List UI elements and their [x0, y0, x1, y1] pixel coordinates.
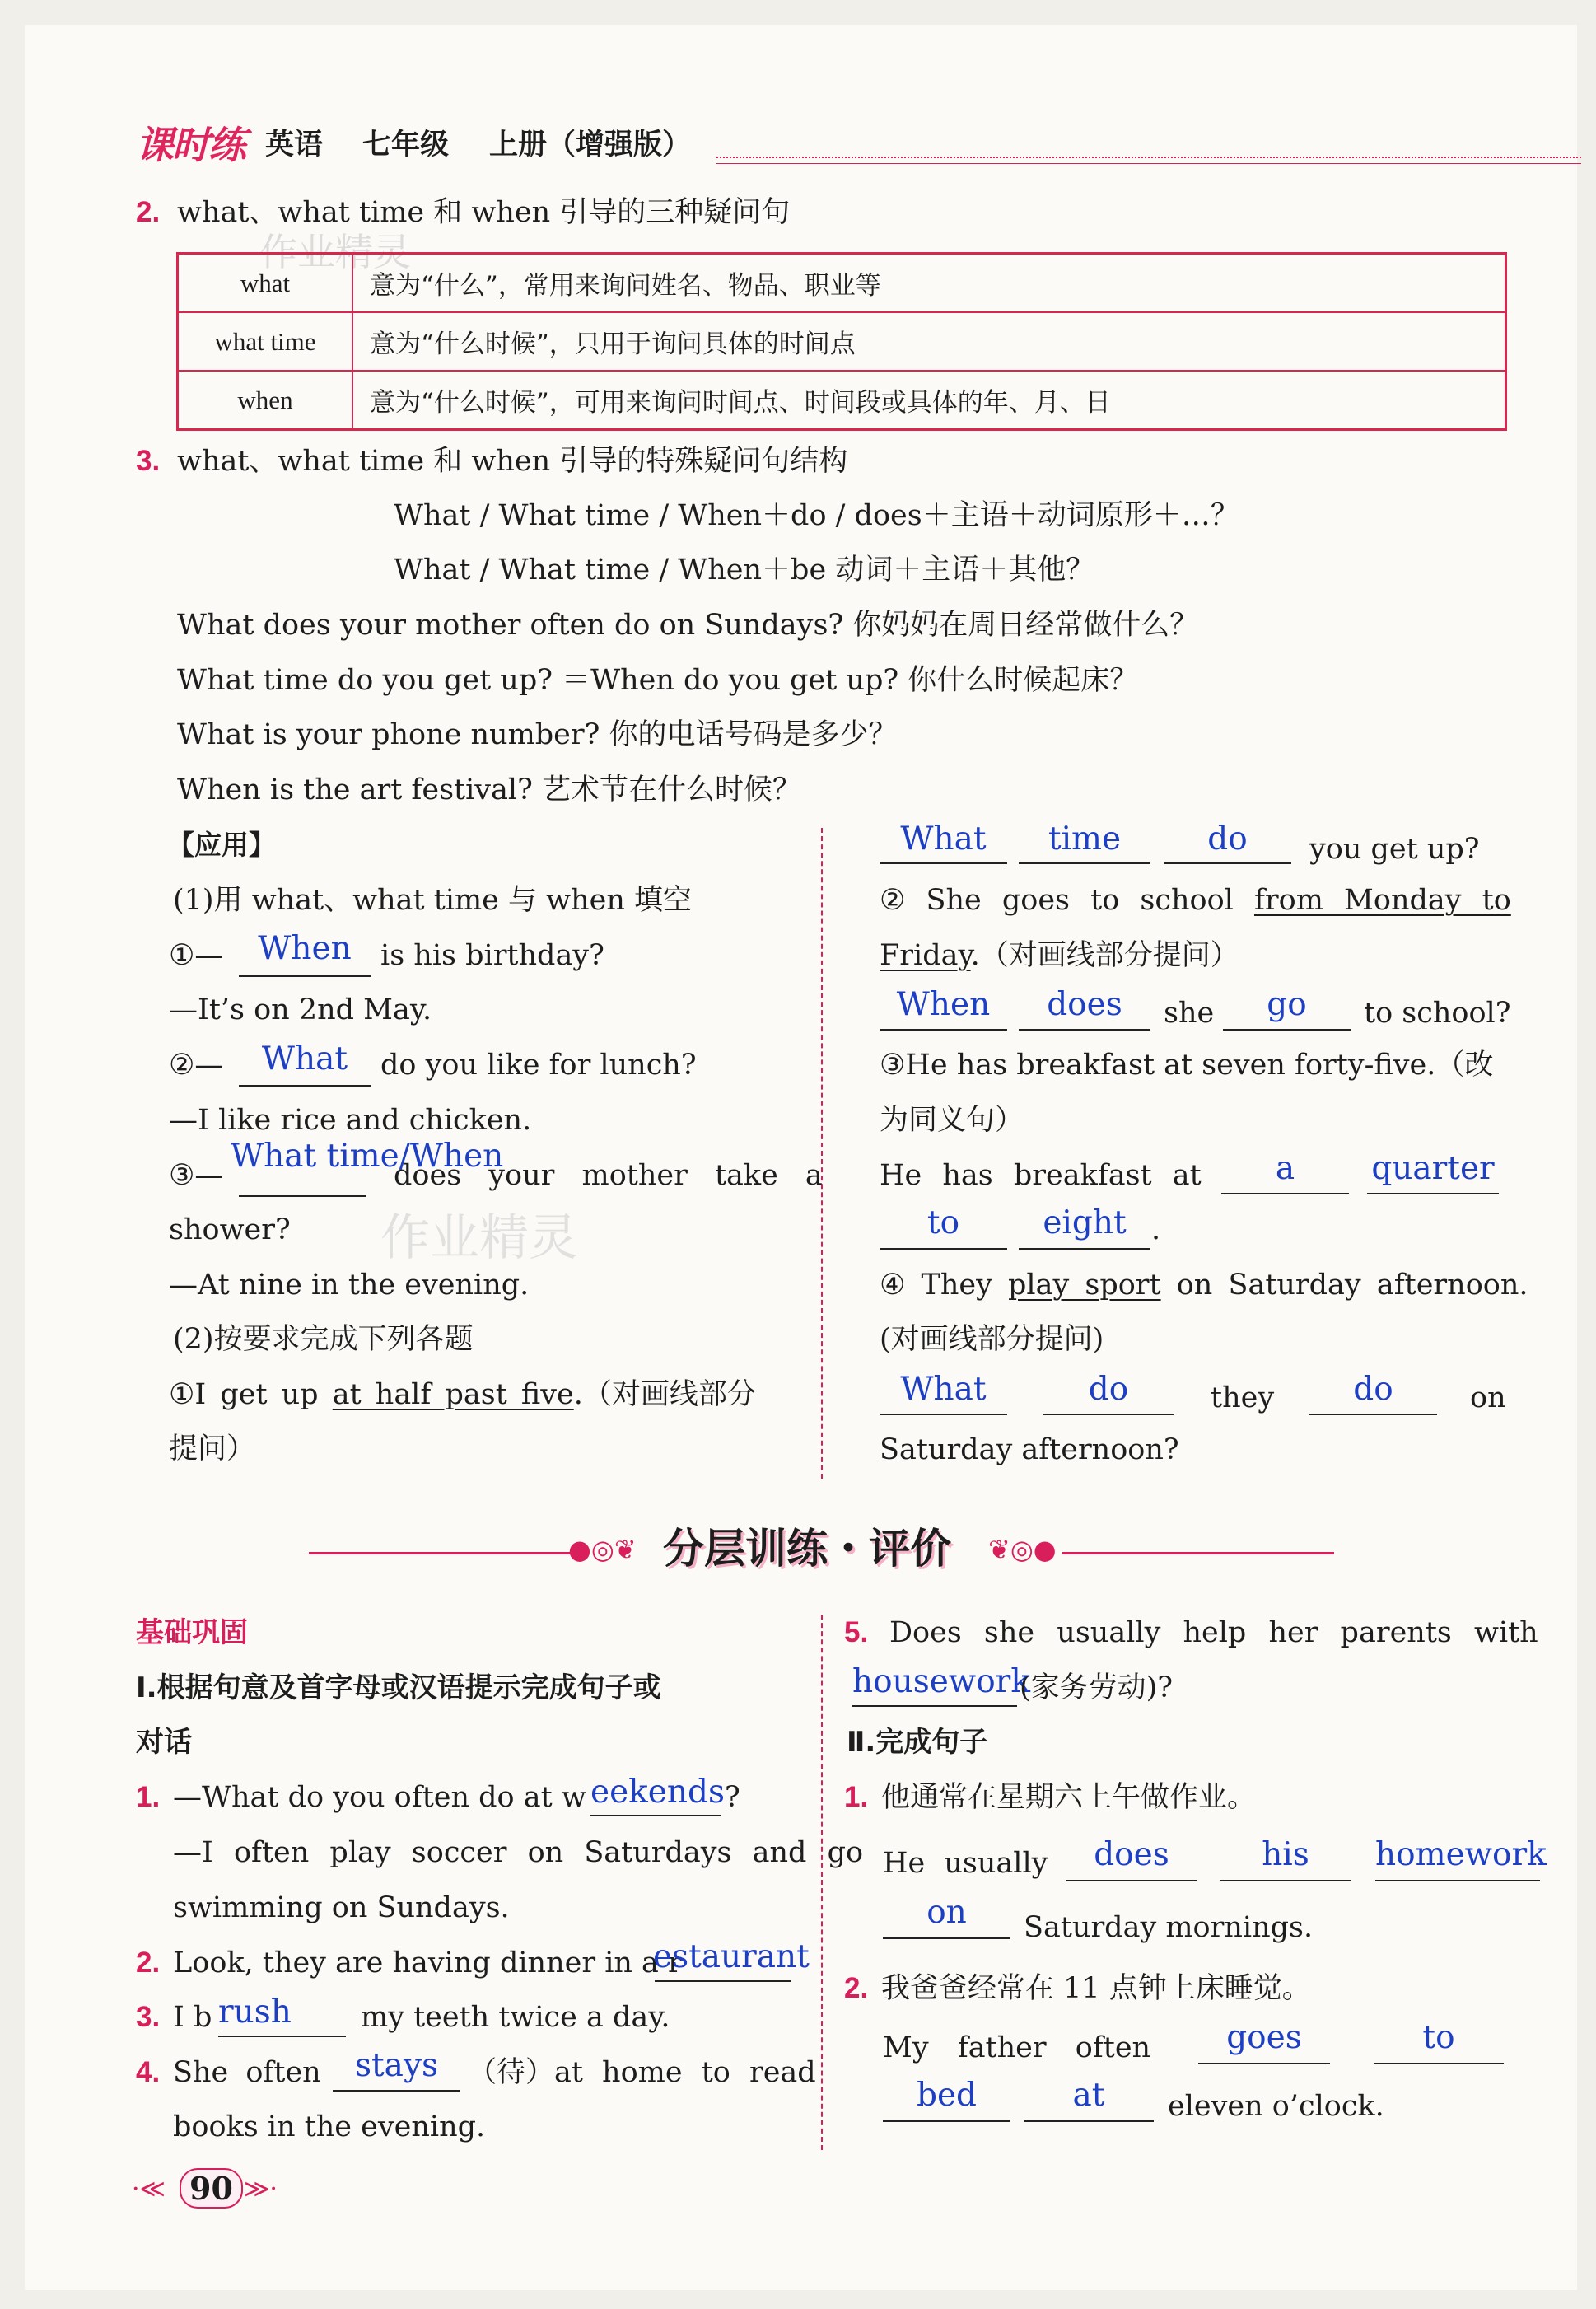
example-sentence: When is the art festival? 艺术节在什么时候？: [177, 774, 802, 806]
answer-blank[interactable]: [590, 1815, 721, 1816]
answer-blank[interactable]: [883, 1937, 1010, 1939]
answer-blank[interactable]: [1220, 1880, 1351, 1881]
answer-blank[interactable]: [239, 1195, 366, 1197]
answer-text: When: [258, 930, 352, 967]
r2-pre: ② She goes to school: [880, 884, 1254, 917]
item-text: (家务劳动)?: [1020, 1671, 1174, 1704]
r4-instruction: (对画线部分提问): [880, 1323, 1104, 1356]
answer-text: at: [1072, 2077, 1105, 2114]
answer-text: eight: [1043, 1204, 1127, 1241]
answer-blank[interactable]: [333, 2090, 460, 2092]
item-text: —What do you often do at w: [173, 1781, 586, 1814]
answer-blank[interactable]: [880, 1248, 1007, 1250]
q3-prefix: ③—: [169, 1159, 224, 1192]
answer-blank[interactable]: [239, 975, 371, 977]
section-number: 3.: [136, 445, 161, 477]
banner-ornament-icon: ●◎❦: [568, 1534, 637, 1565]
answer-blank[interactable]: [1309, 1414, 1437, 1415]
question-text: .: [1151, 1213, 1161, 1246]
answer-text: What: [261, 1040, 348, 1077]
banner-line-right: [1062, 1552, 1334, 1554]
answer-text: bed: [916, 2077, 977, 2114]
example-sentence: What time do you get up? ＝When do you get up? 你什么时候起床？: [177, 664, 1139, 697]
banner-line-left: [309, 1552, 589, 1554]
header-subject: 英语: [265, 129, 324, 161]
answer-blank[interactable]: [1375, 1880, 1540, 1881]
watermark: 作业精灵: [380, 1209, 578, 1267]
r4-pre: ④ They: [880, 1269, 1008, 1302]
answer-text: What: [900, 1371, 987, 1408]
item-text: My father often: [883, 2031, 1151, 2064]
item-text: my teeth twice a day.: [361, 2001, 670, 2034]
question-text-cont: shower?: [169, 1213, 291, 1246]
question-text: He has breakfast at: [880, 1159, 1202, 1192]
table-row: [178, 254, 1506, 313]
answer-text: on: [926, 1894, 967, 1931]
item-text: Look, they are having dinner in a r: [173, 1947, 682, 1979]
answer-text: do: [1353, 1371, 1393, 1408]
answer-text: housework: [852, 1663, 1030, 1700]
answer-text: When: [896, 986, 991, 1023]
reply-text: —At nine in the evening.: [169, 1269, 530, 1302]
question-text: to school?: [1364, 997, 1511, 1030]
answer-blank[interactable]: [880, 1414, 1007, 1415]
section-title: what、what time 和 when 引导的特殊疑问句结构: [177, 445, 848, 478]
r4-sentence: [880, 1267, 1528, 1303]
apply-part1-title: (1)用 what、what time 与 when 填空: [173, 884, 692, 917]
table-row: [178, 371, 1506, 430]
r2-post: .（对画线部分提问）: [970, 939, 1239, 972]
r2-underlined-2: Friday: [880, 939, 971, 972]
answer-text: homework: [1375, 1836, 1547, 1873]
answer-text: a: [1275, 1150, 1295, 1187]
item-number: 1.: [136, 1781, 161, 1813]
item-text: ?: [725, 1781, 740, 1814]
formula: What / What time / When＋do / does＋主语＋动词原形＋…？: [394, 499, 1239, 532]
banner-title: 分层训练・评价: [663, 1525, 951, 1573]
answer-text: goes: [1226, 2019, 1302, 2056]
item-text: Does she usually help her parents with: [889, 1616, 1538, 1649]
question-text-cont: Saturday afternoon?: [880, 1433, 1179, 1466]
banner-ornament-icon: ❦◎●: [988, 1534, 1057, 1565]
item-text: Saturday mornings.: [1024, 1911, 1314, 1944]
answer-blank[interactable]: [218, 2036, 346, 2037]
item-text-cont: books in the evening.: [173, 2110, 486, 2143]
r4-post: on Saturday afternoon.: [1160, 1269, 1528, 1302]
column-divider: [821, 1615, 823, 2150]
question-text: does your mother take a: [394, 1159, 823, 1192]
question-text: they: [1211, 1381, 1275, 1414]
header-rule: [716, 157, 1581, 158]
answer-text: to: [926, 1204, 960, 1241]
item-text: I b: [173, 2001, 212, 2034]
table-desc: 意为“什么时候”，只用于询问具体的时间点: [352, 312, 1506, 371]
reply-text: —It’s on 2nd May.: [169, 993, 432, 1026]
answer-blank[interactable]: [655, 1980, 791, 1982]
brand-logo: 课时练: [136, 123, 245, 167]
answer-text: estaurant: [653, 1938, 810, 1975]
answer-blank[interactable]: [1066, 1880, 1197, 1881]
section-title: what、what time 和 when 引导的三种疑问句: [177, 196, 791, 229]
header-grade: 七年级: [362, 129, 450, 161]
item-cn: 他通常在星期六上午做作业。: [881, 1781, 1257, 1814]
answer-blank[interactable]: [1043, 1414, 1174, 1415]
question-text: do you like for lunch?: [380, 1049, 697, 1082]
table-row: [178, 312, 1506, 371]
item-number: 1.: [844, 1781, 869, 1813]
table-desc: 意为“什么时候”，可用来询问时间点、时间段或具体的年、月、日: [352, 371, 1506, 430]
item-number: 2.: [844, 1972, 869, 2004]
watermark: 作业精灵: [259, 230, 411, 274]
table-key: when: [178, 371, 353, 430]
answer-text: his: [1262, 1836, 1309, 1873]
comparison-table: [176, 252, 1507, 431]
part1-title-cont: 对话: [136, 1726, 192, 1759]
part2-title: Ⅱ.完成句子: [847, 1726, 988, 1759]
r1-cont: 提问）: [169, 1433, 256, 1465]
item-text: eleven o’clock.: [1168, 2090, 1384, 2123]
r2-underlined: from Monday to: [1253, 884, 1511, 917]
answer-blank[interactable]: [1019, 1248, 1150, 1250]
answer-text: quarter: [1371, 1150, 1495, 1187]
header-volume: 上册（增强版）: [489, 129, 692, 161]
r1-post: .（对画线部分: [573, 1378, 756, 1411]
answer-text: to: [1422, 2019, 1455, 2056]
r2-sentence: [880, 882, 1511, 918]
example-sentence: What is your phone number? 你的电话号码是多少？: [177, 718, 898, 751]
item-number: 2.: [136, 1947, 161, 1979]
apply-part2-title: (2)按要求完成下列各题: [173, 1323, 474, 1356]
example-sentence: What does your mother often do on Sundays? 你妈妈在周日经常做什么？: [177, 609, 1199, 642]
answer-text: go: [1267, 986, 1307, 1023]
answer-blank[interactable]: [1019, 862, 1150, 864]
answer-text: eekends: [590, 1774, 725, 1811]
item-number: 5.: [844, 1616, 869, 1648]
answer-blank[interactable]: [852, 1705, 1017, 1707]
item-text: （待）at home to read: [468, 2056, 816, 2089]
question-text: she: [1164, 997, 1215, 1030]
r4-underlined: play sport: [1008, 1269, 1161, 1302]
reply-text: —I like rice and chicken.: [169, 1104, 532, 1137]
answer-text: rush: [218, 1993, 292, 2031]
item-number: 4.: [136, 2056, 161, 2088]
level-heading: 基础巩固: [136, 1616, 248, 1649]
r1-underlined: at half past five: [332, 1378, 574, 1411]
answer-text: stays: [355, 2047, 438, 2084]
question-text: is his birthday?: [380, 939, 604, 972]
apply-heading: 【应用】: [167, 829, 276, 861]
item-reply: —I often play soccer on Saturdays and go: [173, 1836, 864, 1869]
section-number: 2.: [136, 196, 161, 228]
table-key: what time: [178, 312, 353, 371]
q2-prefix: ②—: [169, 1049, 224, 1082]
formula: What / What time / When＋be 动词＋主语＋其他？: [394, 554, 1095, 587]
answer-blank[interactable]: [880, 862, 1007, 864]
column-divider: [821, 828, 823, 1479]
answer-blank[interactable]: [1024, 2120, 1154, 2122]
q1-prefix: ①—: [169, 939, 224, 972]
page-number: 90: [180, 2168, 243, 2209]
answer-blank[interactable]: [880, 1029, 1007, 1031]
answer-text: does: [1094, 1836, 1169, 1873]
r2-cont: [880, 937, 1239, 974]
question-text: you get up?: [1309, 833, 1480, 866]
item-cn: 我爸爸经常在 11 点钟上床睡觉。: [881, 1972, 1311, 2005]
table-key: what: [178, 254, 353, 313]
page-number-ornament-icon: ≫·: [244, 2175, 278, 2204]
r3-instruction-cont: 为同义句）: [880, 1104, 1024, 1137]
r1-pre: ①I get up: [169, 1378, 333, 1411]
item-reply-cont: swimming on Sundays.: [173, 1891, 510, 1924]
answer-blank[interactable]: [1367, 1193, 1499, 1194]
answer-blank[interactable]: [1019, 1029, 1150, 1031]
item-number: 3.: [136, 2001, 161, 2033]
answer-blank[interactable]: [1164, 862, 1291, 864]
question-text: on: [1470, 1381, 1506, 1414]
answer-text: do: [1088, 1371, 1129, 1408]
answer-blank[interactable]: [883, 2120, 1010, 2122]
table-desc: 意为“什么”，常用来询问姓名、物品、职业等: [352, 254, 1506, 313]
answer-text: do: [1207, 820, 1248, 858]
answer-text: What time/When: [231, 1138, 504, 1175]
answer-blank[interactable]: [1198, 2063, 1330, 2064]
answer-text: does: [1047, 986, 1122, 1023]
answer-blank[interactable]: [1223, 1029, 1351, 1031]
page-number-ornament-icon: ·≪: [132, 2175, 166, 2204]
header-rule-2: [716, 163, 1581, 164]
r3-instruction: ③He has breakfast at seven forty-five.（改: [880, 1049, 1494, 1082]
answer-text: What: [900, 820, 987, 858]
item-text: She often: [173, 2056, 321, 2089]
answer-blank[interactable]: [239, 1085, 371, 1087]
answer-blank[interactable]: [1221, 1193, 1349, 1194]
part1-title: Ⅰ.根据句意及首字母或汉语提示完成句子或: [136, 1671, 661, 1704]
r1-sentence: [169, 1377, 756, 1413]
item-text: He usually: [883, 1847, 1048, 1880]
answer-blank[interactable]: [1374, 2063, 1504, 2064]
answer-text: time: [1048, 820, 1122, 858]
